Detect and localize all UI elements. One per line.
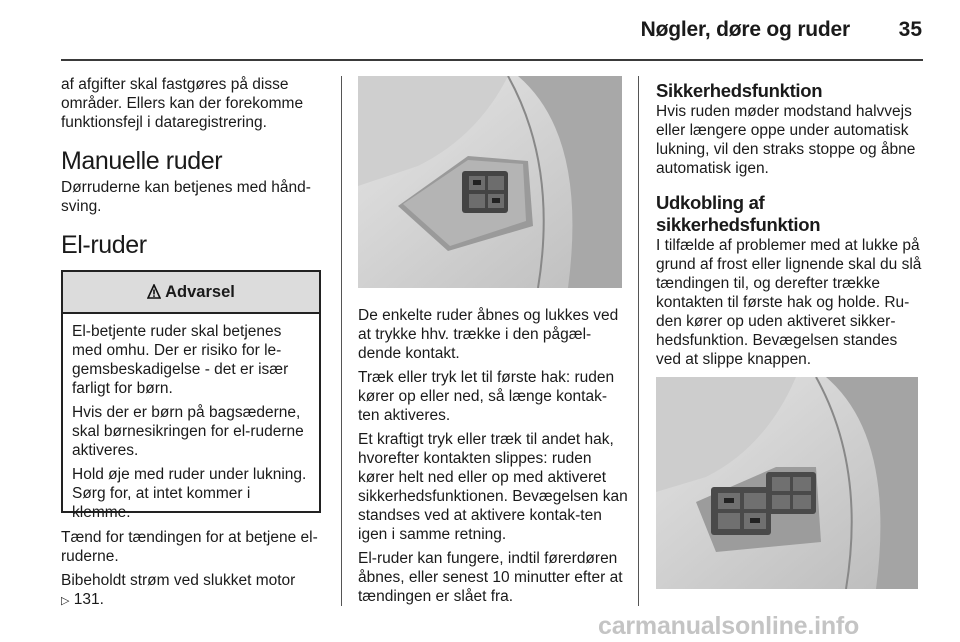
column-1-top (61, 75, 329, 260)
warning-paragraph: Hold øje med ruder under lukning. Sørg for, at intet kommer i klemme. (72, 466, 307, 521)
column-3-text (656, 80, 926, 405)
page-number: 35 (898, 18, 922, 41)
page-reference: 131. (73, 591, 104, 608)
warning-box (61, 270, 321, 521)
column-2-text (358, 306, 628, 611)
column-1-bottom (61, 528, 329, 616)
warning-header (63, 272, 319, 314)
retained-power-text (61, 571, 329, 611)
body-paragraph: Et kraftigt tryk eller træk til andet hak, hvorefter kontakten slippes: ruden kører helt ned eller op med aktiveret sikkerhedsfunktionen. Bevægelsen kan standses ved at aktivere kontak-ten igen i samme retning. (358, 431, 628, 543)
disable-safety-text: I tilfælde af problemer med at lukke på grund af frost eller lignende skal du slå tændingen til, og derefter trække kontakten til første hak og holde. Ru-den kører op uden aktiveret sikker-hedsfunktion. Bevægelsen standes ved at slippe knappen. (656, 237, 922, 368)
intro-paragraph: af afgifter skal fastgøres på disse områder. Ellers kan der forekomme funktionsfejl i dataregistrering. (61, 76, 304, 131)
warning-title: Advarsel (165, 282, 235, 301)
body-paragraph: Træk eller tryk let til første hak: ruden kører op eller ned, så længe kontak-ten aktiveres. (358, 369, 615, 424)
heading-safety-function: Sikkerhedsfunktion (656, 80, 823, 101)
window-switch-photo-front (358, 76, 622, 288)
header-rule (61, 59, 923, 61)
body-paragraph: De enkelte ruder åbnes og lukkes ved at trykke hhv. trække i den pågæl-dende kontakt. (358, 307, 619, 362)
warning-paragraph: El-betjente ruder skal betjenes med omhu. Der er risiko for le-gemsbeskadigelse - det er især farligt for børn. (72, 323, 289, 397)
window-switch-photo-rear (656, 377, 918, 589)
heading-manual-windows: Manuelle ruder (61, 147, 223, 175)
heading-electric-windows: El-ruder (61, 231, 147, 259)
page-reference-icon: ▷ (61, 595, 70, 607)
warning-paragraph: Hvis der er børn på bagsæderne, skal børnesikringen for el-ruderne aktiveres. (72, 404, 304, 459)
safety-function-text: Hvis ruden møder modstand halvvejs eller længere oppe under automatisk lukning, vil den straks stoppe og åbne automatisk igen. (656, 103, 916, 177)
manual-windows-text: Dørruderne kan betjenes med hånd-sving. (61, 179, 311, 215)
warning-icon (147, 284, 161, 300)
page-header-title: Nøgler, døre og ruder (640, 18, 850, 41)
warning-body (63, 314, 319, 522)
watermark: carmanualsonline.info (598, 612, 860, 640)
body-paragraph: El-ruder kan fungere, indtil førerdøren åbnes, eller senest 10 minutter efter at tændingen er slået fra. (358, 550, 623, 605)
retained-power-label: Bibeholdt strøm ved slukket motor (61, 572, 296, 589)
ignition-text: Tænd for tændingen for at betjene el-ruderne. (61, 529, 318, 565)
column-divider-right (638, 76, 639, 606)
heading-disable-safety: Udkobling af sikkerhedsfunktion (656, 192, 821, 235)
column-divider-left (341, 76, 342, 606)
